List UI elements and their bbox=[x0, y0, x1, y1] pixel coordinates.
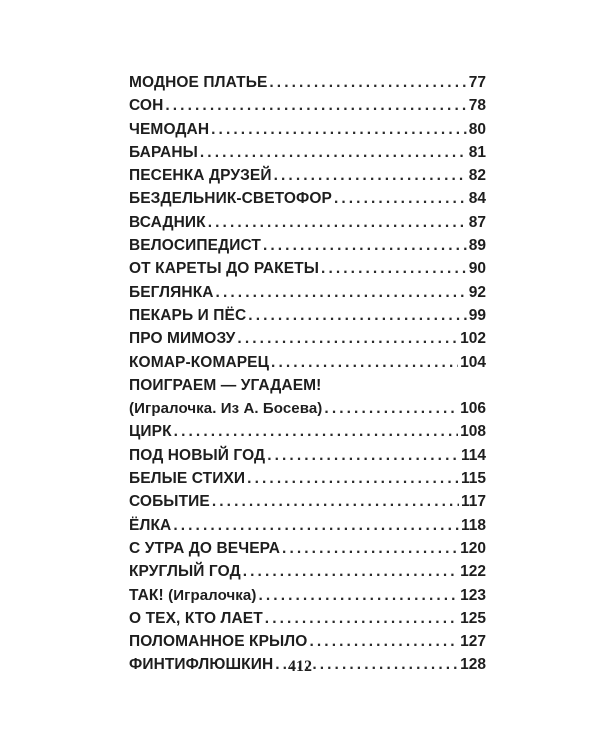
toc-entry-title: О ТЕХ, КТО ЛАЕТ bbox=[129, 609, 263, 627]
toc-entry-title: ПОД НОВЫЙ ГОД bbox=[129, 446, 266, 464]
page-number: 412 bbox=[288, 658, 312, 675]
toc-entry bbox=[129, 584, 486, 607]
toc-entry bbox=[129, 94, 486, 117]
toc-entry bbox=[129, 281, 486, 304]
toc-entry-page: 99 bbox=[468, 306, 486, 324]
toc-entry-title: ФИНТИФЛЮШКИН bbox=[129, 656, 274, 674]
toc-entry-page: 108 bbox=[460, 423, 486, 441]
dot-leader bbox=[165, 94, 466, 117]
toc-entry-page: 81 bbox=[468, 143, 486, 161]
toc-entry bbox=[129, 187, 486, 210]
dot-leader bbox=[211, 118, 467, 141]
dot-leader bbox=[265, 607, 458, 630]
toc-entry bbox=[129, 118, 486, 141]
dot-leader bbox=[334, 187, 467, 210]
toc-entry-subtitle: (Игралочка) bbox=[168, 586, 257, 604]
toc-entry-page: 120 bbox=[460, 539, 486, 557]
toc-entry-title: БЕЛЫЕ СТИХИ bbox=[129, 470, 246, 488]
toc-entry-title: ПЕСЕНКА ДРУЗЕЙ bbox=[129, 167, 272, 185]
toc-entry bbox=[129, 257, 486, 280]
toc-entry-page: 92 bbox=[468, 283, 486, 301]
dot-leader bbox=[237, 327, 458, 350]
dot-leader bbox=[258, 584, 458, 607]
toc-entry-title: СОН bbox=[129, 97, 164, 115]
toc-entry-title: БАРАНЫ bbox=[129, 143, 198, 161]
dot-leader bbox=[247, 467, 459, 490]
dot-leader bbox=[248, 304, 466, 327]
toc-entry bbox=[129, 211, 486, 234]
toc-entry bbox=[129, 304, 486, 327]
dot-leader bbox=[200, 141, 467, 164]
toc-entry-title: ПРО МИМОЗУ bbox=[129, 330, 236, 348]
toc-entry-page: 82 bbox=[468, 167, 486, 185]
dot-leader bbox=[212, 490, 459, 513]
toc-entry-title: ЦИРК bbox=[129, 423, 172, 441]
toc-entry-title: КОМАР-КОМАРЕЦ bbox=[129, 353, 270, 371]
toc-entry bbox=[129, 234, 486, 257]
toc-entry bbox=[129, 164, 486, 187]
toc-entry-title: БЕГЛЯНКА bbox=[129, 283, 214, 301]
dot-leader bbox=[269, 71, 466, 94]
toc-entry-title: ПОИГРАЕМ — УГАДАЕМ! bbox=[129, 376, 322, 394]
toc-entry-page: 77 bbox=[468, 74, 486, 91]
toc-entry bbox=[129, 327, 486, 350]
toc-entry-title: ЧЕМОДАН bbox=[129, 120, 210, 138]
dot-leader bbox=[208, 211, 467, 234]
toc-entry bbox=[129, 537, 486, 560]
dot-leader bbox=[309, 630, 458, 653]
toc-entry-title: ВЕЛОСИПЕДИСТ bbox=[129, 237, 261, 255]
toc-entry bbox=[129, 630, 486, 653]
dot-leader bbox=[271, 351, 458, 374]
toc-entry-page: 125 bbox=[460, 609, 486, 627]
dot-leader bbox=[243, 560, 458, 583]
toc-entry-title: ПЕКАРЬ И ПЁС bbox=[129, 306, 247, 324]
toc-entry-title-main: ТАК! bbox=[129, 586, 164, 604]
dot-leader bbox=[216, 281, 467, 304]
toc-entry-page: 128 bbox=[460, 656, 486, 674]
toc-entry-page: 90 bbox=[468, 260, 486, 278]
toc-entry bbox=[129, 141, 486, 164]
toc-entry bbox=[129, 607, 486, 630]
toc-entry-page: 89 bbox=[468, 237, 486, 255]
toc-entry-page: 80 bbox=[468, 120, 486, 138]
table-of-contents bbox=[129, 71, 486, 677]
dot-leader bbox=[282, 537, 458, 560]
toc-entry bbox=[129, 490, 486, 513]
toc-entry-page: 118 bbox=[460, 516, 486, 534]
toc-entry-title: МОДНОЕ ПЛАТЬЕ bbox=[129, 74, 268, 91]
toc-entry bbox=[129, 514, 486, 537]
toc-entry-page: 122 bbox=[460, 563, 486, 581]
toc-entry-title: ЁЛКА bbox=[129, 516, 172, 534]
toc-entry bbox=[129, 560, 486, 583]
toc-entry-title: СОБЫТИЕ bbox=[129, 493, 210, 511]
toc-entry-title: ВСАДНИК bbox=[129, 213, 206, 231]
toc-entry-title: КРУГЛЫЙ ГОД bbox=[129, 563, 241, 581]
toc-entry-title bbox=[129, 584, 256, 607]
dot-leader bbox=[173, 514, 459, 537]
toc-entry-title: БЕЗДЕЛЬНИК-СВЕТОФОР bbox=[129, 190, 332, 208]
toc-entry-title: ПОЛОМАННОЕ КРЫЛО bbox=[129, 633, 308, 651]
toc-entry bbox=[129, 351, 486, 374]
toc-entry-subtitle: (Игралочка. Из А. Босева) bbox=[129, 400, 323, 418]
dot-leader bbox=[267, 444, 459, 467]
dot-leader bbox=[263, 234, 467, 257]
toc-entry-title: С УТРА ДО ВЕЧЕРА bbox=[129, 539, 281, 557]
toc-entry-page: 123 bbox=[460, 586, 486, 604]
toc-entry-page: 102 bbox=[460, 330, 486, 348]
toc-entry-page: 115 bbox=[460, 470, 486, 488]
toc-entry bbox=[129, 374, 486, 421]
toc-entry-page: 84 bbox=[468, 190, 486, 208]
toc-entry-page: 114 bbox=[460, 446, 486, 464]
dot-leader bbox=[324, 397, 458, 420]
toc-entry bbox=[129, 444, 486, 467]
dot-leader bbox=[274, 164, 467, 187]
dot-leader bbox=[321, 257, 467, 280]
toc-entry-page: 117 bbox=[460, 493, 486, 511]
dot-leader bbox=[174, 420, 458, 443]
toc-entry-page: 127 bbox=[460, 633, 486, 651]
toc-entry-page: 78 bbox=[468, 97, 486, 115]
toc-entry bbox=[129, 420, 486, 443]
toc-entry-title: ОТ КАРЕТЫ ДО РАКЕТЫ bbox=[129, 260, 320, 278]
toc-entry bbox=[129, 467, 486, 490]
toc-entry bbox=[129, 71, 486, 94]
toc-entry-page: 106 bbox=[460, 400, 486, 418]
toc-entry-page: 87 bbox=[468, 213, 486, 231]
toc-entry-page: 104 bbox=[460, 353, 486, 371]
